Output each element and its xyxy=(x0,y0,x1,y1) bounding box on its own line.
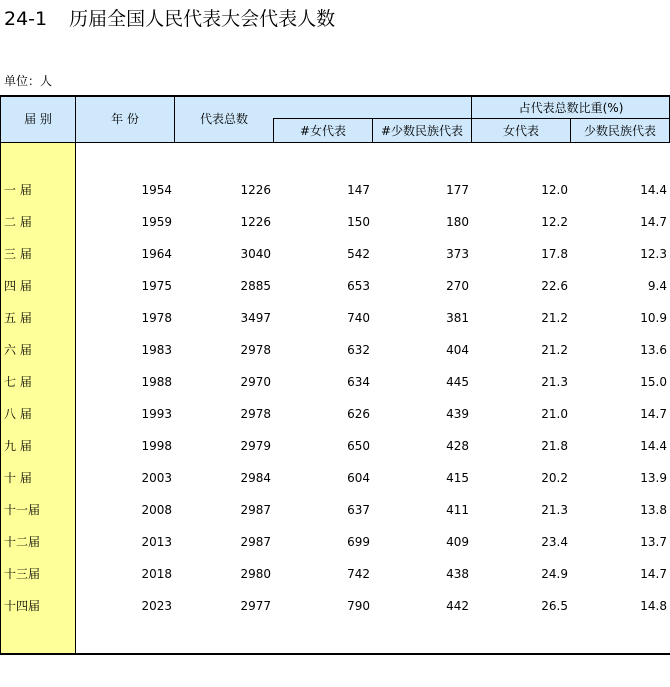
table-row xyxy=(0,526,670,558)
cell-total: 2987 xyxy=(240,535,271,549)
cell-session: 九 届 xyxy=(4,439,32,453)
table-row xyxy=(0,494,670,526)
cell-session: 四 届 xyxy=(4,279,32,293)
cell-session: 三 届 xyxy=(4,247,32,261)
cell-total: 2977 xyxy=(240,599,271,613)
cell-pct-minority: 14.7 xyxy=(640,215,667,229)
cell-women: 634 xyxy=(347,375,370,389)
cell-pct-women: 23.4 xyxy=(541,535,568,549)
header-minority: #少数民族代表 xyxy=(380,124,464,138)
cell-minority: 439 xyxy=(446,407,469,421)
cell-women: 542 xyxy=(347,247,370,261)
cell-year: 1975 xyxy=(141,279,172,293)
cell-session: 七 届 xyxy=(4,375,32,389)
table-row xyxy=(0,398,670,430)
table-row xyxy=(0,302,670,334)
cell-minority: 404 xyxy=(446,343,469,357)
cell-total: 2970 xyxy=(240,375,271,389)
table-row xyxy=(0,270,670,302)
cell-women: 740 xyxy=(347,311,370,325)
cell-session: 十四届 xyxy=(4,599,41,613)
cell-minority: 177 xyxy=(446,183,469,197)
cell-pct-minority: 14.7 xyxy=(640,567,667,581)
cell-women: 632 xyxy=(347,343,370,357)
cell-year: 1983 xyxy=(141,343,172,357)
cell-women: 626 xyxy=(347,407,370,421)
table-row xyxy=(0,462,670,494)
header-share-group: 占代表总数比重(%) xyxy=(518,101,624,115)
table-bottom-rule xyxy=(0,653,670,655)
cell-year: 2018 xyxy=(141,567,172,581)
cell-year: 1988 xyxy=(141,375,172,389)
cell-pct-minority: 9.4 xyxy=(647,279,667,293)
table-row xyxy=(0,174,670,206)
cell-total: 2978 xyxy=(240,343,271,357)
unit-label: 单位：人 xyxy=(4,74,53,88)
cell-total: 2987 xyxy=(240,503,271,517)
cell-pct-women: 21.8 xyxy=(541,439,568,453)
cell-pct-women: 22.6 xyxy=(541,279,568,293)
cell-session: 六 届 xyxy=(4,343,32,357)
table-top-rule xyxy=(0,95,670,97)
header-session: 届 别 xyxy=(24,112,52,126)
cell-pct-women: 12.0 xyxy=(541,183,568,197)
cell-pct-minority: 13.7 xyxy=(640,535,667,549)
cell-total: 1226 xyxy=(240,215,271,229)
cell-session: 十一届 xyxy=(4,503,41,517)
cell-pct-women: 21.2 xyxy=(541,343,568,357)
cell-pct-women: 21.3 xyxy=(541,375,568,389)
table-row xyxy=(0,238,670,270)
table-row xyxy=(0,430,670,462)
cell-pct-minority: 14.4 xyxy=(640,439,667,453)
cell-pct-minority: 14.7 xyxy=(640,407,667,421)
cell-women: 742 xyxy=(347,567,370,581)
cell-minority: 180 xyxy=(446,215,469,229)
cell-total: 2978 xyxy=(240,407,271,421)
cell-pct-minority: 13.9 xyxy=(640,471,667,485)
cell-minority: 409 xyxy=(446,535,469,549)
cell-pct-women: 26.5 xyxy=(541,599,568,613)
cell-year: 1959 xyxy=(141,215,172,229)
page-title xyxy=(4,6,335,32)
table-title: 历届全国人民代表大会代表人数 xyxy=(69,8,336,30)
cell-total: 3040 xyxy=(240,247,271,261)
cell-session: 十三届 xyxy=(4,567,41,581)
cell-pct-women: 24.9 xyxy=(541,567,568,581)
cell-year: 2003 xyxy=(141,471,172,485)
header-total: 代表总数 xyxy=(199,112,248,126)
cell-session: 五 届 xyxy=(4,311,32,325)
cell-pct-minority: 13.8 xyxy=(640,503,667,517)
table-row xyxy=(0,206,670,238)
header-year: 年 份 xyxy=(111,112,139,126)
cell-total: 2885 xyxy=(240,279,271,293)
cell-pct-women: 12.2 xyxy=(541,215,568,229)
cell-women: 653 xyxy=(347,279,370,293)
table-row xyxy=(0,558,670,590)
cell-minority: 381 xyxy=(446,311,469,325)
cell-women: 790 xyxy=(347,599,370,613)
cell-women: 147 xyxy=(347,183,370,197)
cell-year: 2023 xyxy=(141,599,172,613)
table-number: 24-1 xyxy=(4,8,48,30)
header-women: #女代表 xyxy=(299,124,347,138)
cell-minority: 373 xyxy=(446,247,469,261)
cell-minority: 442 xyxy=(446,599,469,613)
cell-year: 1993 xyxy=(141,407,172,421)
cell-women: 637 xyxy=(347,503,370,517)
cell-pct-minority: 12.3 xyxy=(640,247,667,261)
cell-session: 十 届 xyxy=(4,471,32,485)
cell-total: 1226 xyxy=(240,183,271,197)
table-row xyxy=(0,590,670,622)
cell-year: 1978 xyxy=(141,311,172,325)
cell-total: 2984 xyxy=(240,471,271,485)
cell-total: 2979 xyxy=(240,439,271,453)
cell-minority: 411 xyxy=(446,503,469,517)
cell-year: 1964 xyxy=(141,247,172,261)
cell-year: 1954 xyxy=(141,183,172,197)
cell-pct-minority: 10.9 xyxy=(640,311,667,325)
cell-minority: 445 xyxy=(446,375,469,389)
cell-pct-minority: 13.6 xyxy=(640,343,667,357)
cell-year: 2013 xyxy=(141,535,172,549)
table-row xyxy=(0,334,670,366)
cell-minority: 428 xyxy=(446,439,469,453)
cell-pct-minority: 15.0 xyxy=(640,375,667,389)
cell-pct-minority: 14.4 xyxy=(640,183,667,197)
cell-women: 150 xyxy=(347,215,370,229)
cell-session: 十二届 xyxy=(4,535,41,549)
cell-year: 2008 xyxy=(141,503,172,517)
cell-session: 二 届 xyxy=(4,215,32,229)
cell-women: 699 xyxy=(347,535,370,549)
cell-pct-women: 21.3 xyxy=(541,503,568,517)
cell-session: 一 届 xyxy=(4,183,32,197)
cell-pct-minority: 14.8 xyxy=(640,599,667,613)
cell-minority: 415 xyxy=(446,471,469,485)
cell-pct-women: 20.2 xyxy=(541,471,568,485)
cell-women: 650 xyxy=(347,439,370,453)
cell-minority: 270 xyxy=(446,279,469,293)
cell-women: 604 xyxy=(347,471,370,485)
cell-session: 八 届 xyxy=(4,407,32,421)
cell-pct-women: 21.2 xyxy=(541,311,568,325)
cell-pct-women: 17.8 xyxy=(541,247,568,261)
cell-total: 2980 xyxy=(240,567,271,581)
cell-year: 1998 xyxy=(141,439,172,453)
table-row xyxy=(0,366,670,398)
header-share-minority: 少数民族代表 xyxy=(583,124,656,138)
cell-minority: 438 xyxy=(446,567,469,581)
header-share-women: 女代表 xyxy=(502,124,539,138)
cell-pct-women: 21.0 xyxy=(541,407,568,421)
cell-total: 3497 xyxy=(240,311,271,325)
